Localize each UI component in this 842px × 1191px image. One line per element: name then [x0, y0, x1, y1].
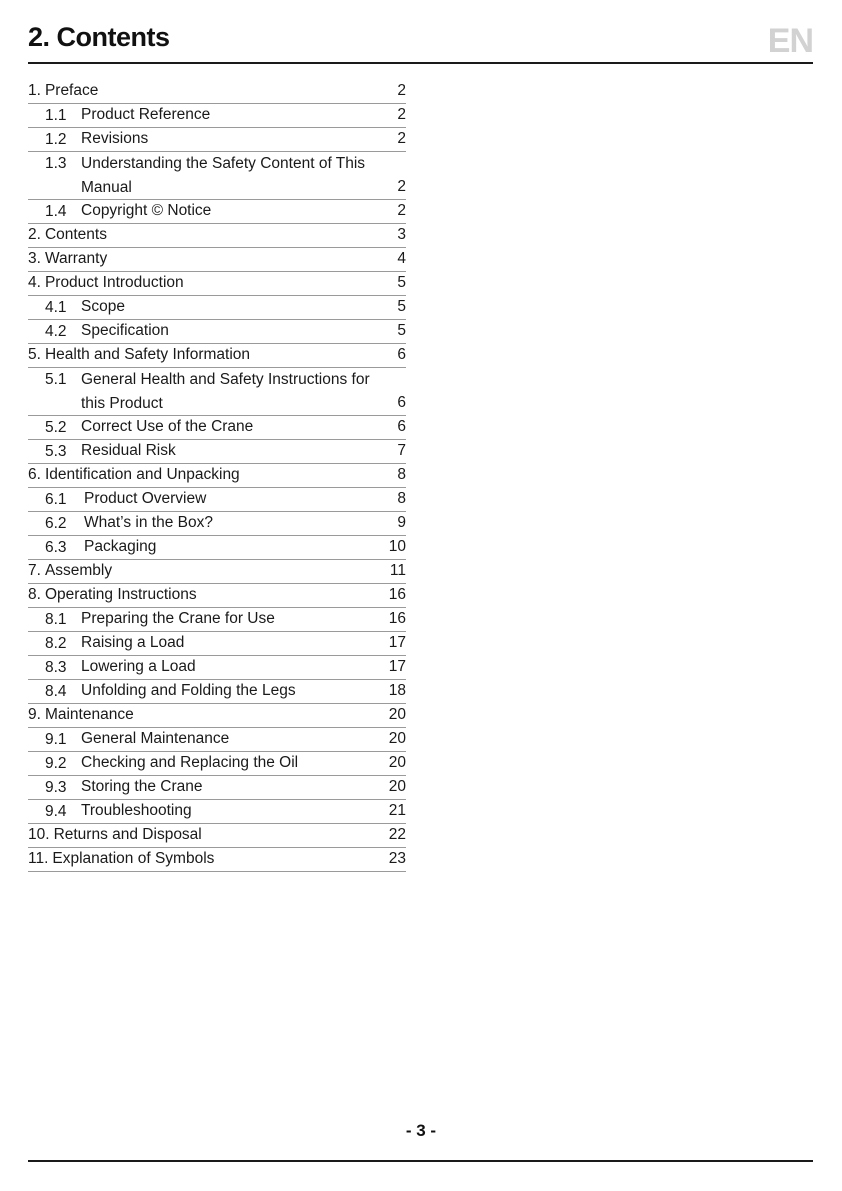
toc-entry-assembly[interactable]	[28, 560, 406, 584]
page-number: - 3 -	[405, 1121, 437, 1140]
toc-entry-number: 8.3	[45, 659, 67, 676]
toc-entry-title: General Maintenance	[81, 730, 230, 747]
toc-entry-number: 6.2	[45, 515, 67, 532]
toc-entry-title: Health and Safety Information	[44, 346, 251, 363]
toc-entry-title: Scope	[81, 298, 125, 315]
toc-entry-title: What’s in the Box?	[84, 514, 213, 531]
toc-entry-page: 21	[388, 802, 406, 819]
toc-entry-title: Residual Risk	[81, 442, 176, 459]
toc-entry-page: 2	[397, 106, 406, 123]
toc-entry-health-and-safety[interactable]	[28, 344, 406, 368]
toc-entry-page: 16	[388, 610, 406, 627]
toc-entry-page: 17	[388, 658, 406, 675]
toc-entry-copyright-notice[interactable]	[28, 200, 406, 224]
toc-entry-number: 9.	[28, 706, 41, 723]
toc-entry-page: 20	[388, 754, 406, 771]
toc-entry-number: 2.	[28, 226, 41, 243]
toc-entry-page: 20	[388, 778, 406, 795]
page-title: 2. Contents	[28, 22, 170, 52]
toc-entry-number: 4.2	[45, 323, 67, 340]
toc-entry-number: 8.2	[45, 635, 67, 652]
toc-entry-page: 8	[397, 466, 406, 483]
toc-entry-explanation-symbols[interactable]	[28, 848, 406, 872]
toc-entry-packaging[interactable]	[28, 536, 406, 560]
footer-rule	[28, 1160, 813, 1162]
toc-entry-contents[interactable]	[28, 224, 406, 248]
toc-entry-title: Raising a Load	[81, 634, 185, 651]
toc-entry-title: Preparing the Crane for Use	[81, 610, 275, 627]
toc-entry-title: Lowering a Load	[81, 658, 196, 675]
toc-entry-preface[interactable]	[28, 80, 406, 104]
toc-entry-number: 5.	[28, 346, 41, 363]
toc-entry-title: Revisions	[81, 130, 149, 147]
toc-entry-residual-risk[interactable]	[28, 440, 406, 464]
toc-entry-page: 6	[397, 418, 406, 435]
toc-entry-number: 5.1	[45, 371, 67, 388]
toc-entry-page: 8	[397, 490, 406, 507]
toc-entry-page: 3	[397, 226, 406, 243]
toc-entry-title: Product Overview	[84, 490, 207, 507]
toc-entry-returns-disposal[interactable]	[28, 824, 406, 848]
toc-entry-title: Understanding the Safety Content of This Manual	[81, 155, 366, 196]
toc-entry-number: 11.	[28, 850, 49, 867]
toc-entry-identification-unpacking[interactable]	[28, 464, 406, 488]
toc-entry-warranty[interactable]	[28, 248, 406, 272]
toc-entry-number: 8.1	[45, 611, 67, 628]
toc-entry-title: Contents	[44, 226, 107, 243]
toc-entry-title: Unfolding and Folding the Legs	[81, 682, 296, 699]
toc-entry-number: 5.3	[45, 443, 67, 460]
toc-entry-specification[interactable]	[28, 320, 406, 344]
toc-entry-title: Specification	[81, 322, 169, 339]
toc-entry-general-maintenance[interactable]	[28, 728, 406, 752]
toc-entry-product-overview[interactable]	[28, 488, 406, 512]
toc-entry-title: Troubleshooting	[81, 802, 192, 819]
toc-entry-page: 2	[397, 178, 406, 195]
toc-entry-page: 17	[388, 634, 406, 651]
toc-entry-title: Returns and Disposal	[53, 826, 202, 843]
toc-entry-product-reference[interactable]	[28, 104, 406, 128]
toc-entry-number: 1.3	[45, 155, 67, 172]
toc-entry-title: Assembly	[44, 562, 113, 579]
toc-entry-understanding-safety-content[interactable]	[28, 152, 406, 200]
toc-entry-title: Operating Instructions	[44, 586, 197, 603]
toc-entry-page: 23	[388, 850, 406, 867]
toc-entry-page: 2	[397, 130, 406, 147]
toc-entry-page: 16	[388, 586, 406, 603]
toc-entry-title: Checking and Replacing the Oil	[81, 754, 299, 771]
toc-entry-number: 3.	[28, 250, 41, 267]
toc-entry-maintenance[interactable]	[28, 704, 406, 728]
toc-entry-title: Maintenance	[44, 706, 134, 723]
toc-entry-page: 11	[389, 562, 406, 579]
page-header	[28, 20, 813, 64]
toc-entry-number: 9.4	[45, 803, 67, 820]
toc-entry-page: 2	[397, 202, 406, 219]
toc-entry-number: 7.	[28, 562, 41, 579]
toc-entry-page: 22	[388, 826, 406, 843]
toc-entry-title: Packaging	[84, 538, 157, 555]
toc-entry-title: Copyright © Notice	[81, 202, 212, 219]
toc-entry-page: 2	[397, 82, 406, 99]
toc-entry-number: 8.	[28, 586, 41, 603]
toc-entry-number: 10.	[28, 826, 50, 843]
toc-entry-number: 6.1	[45, 491, 67, 508]
toc-entry-whats-in-the-box[interactable]	[28, 512, 406, 536]
toc-entry-storing-crane[interactable]	[28, 776, 406, 800]
toc-entry-title: General Health and Safety Instructions for this Product	[81, 371, 370, 412]
toc-entry-general-health-safety-instructions[interactable]	[28, 368, 406, 416]
toc-entry-preparing-crane[interactable]	[28, 608, 406, 632]
toc-entry-number: 9.1	[45, 731, 67, 748]
toc-entry-correct-use[interactable]	[28, 416, 406, 440]
toc-entry-page: 20	[388, 730, 406, 747]
toc-entry-page: 7	[397, 442, 406, 459]
toc-entry-title: Correct Use of the Crane	[81, 418, 254, 435]
toc-entry-revisions[interactable]	[28, 128, 406, 152]
toc-entry-title: Warranty	[44, 250, 108, 267]
toc-entry-title: Product Introduction	[44, 274, 184, 291]
toc-entry-number: 6.	[28, 466, 41, 483]
toc-entry-number: 5.2	[45, 419, 67, 436]
toc-entry-title: Preface	[44, 82, 99, 99]
toc-entry-lowering-load[interactable]	[28, 656, 406, 680]
toc-entry-unfolding-folding-legs[interactable]	[28, 680, 406, 704]
toc-entry-page: 6	[397, 346, 406, 363]
toc-entry-page: 5	[397, 322, 406, 339]
toc-entry-page: 10	[388, 538, 406, 555]
toc-entry-page: 9	[397, 514, 406, 531]
toc-entry-number: 4.1	[45, 299, 67, 316]
toc-entry-checking-replacing-oil[interactable]	[28, 752, 406, 776]
language-badge: EN	[767, 22, 813, 60]
toc-entry-number: 1.4	[45, 203, 67, 220]
toc-entry-number: 1.2	[45, 131, 67, 148]
toc-entry-number: 1.1	[45, 107, 67, 124]
toc-entry-number: 9.3	[45, 779, 67, 796]
toc-entry-title: Identification and Unpacking	[44, 466, 240, 483]
toc-entry-page: 6	[397, 394, 406, 411]
toc-entry-number: 1.	[28, 82, 41, 99]
toc-entry-number: 9.2	[45, 755, 67, 772]
toc-entry-number: 8.4	[45, 683, 67, 700]
toc-entry-title: Explanation of Symbols	[52, 850, 215, 867]
table-of-contents	[28, 80, 406, 872]
toc-entry-product-introduction[interactable]	[28, 272, 406, 296]
toc-entry-page: 18	[388, 682, 406, 699]
toc-entry-title: Storing the Crane	[81, 778, 203, 795]
toc-entry-troubleshooting[interactable]	[28, 800, 406, 824]
toc-entry-operating-instructions[interactable]	[28, 584, 406, 608]
toc-entry-raising-load[interactable]	[28, 632, 406, 656]
toc-entry-scope[interactable]	[28, 296, 406, 320]
toc-entry-page: 4	[397, 250, 406, 267]
toc-entry-title: Product Reference	[81, 106, 211, 123]
toc-entry-number: 4.	[28, 274, 41, 291]
toc-entry-number: 6.3	[45, 539, 67, 556]
toc-entry-page: 5	[397, 274, 406, 291]
toc-entry-page: 20	[388, 706, 406, 723]
toc-entry-page: 5	[397, 298, 406, 315]
